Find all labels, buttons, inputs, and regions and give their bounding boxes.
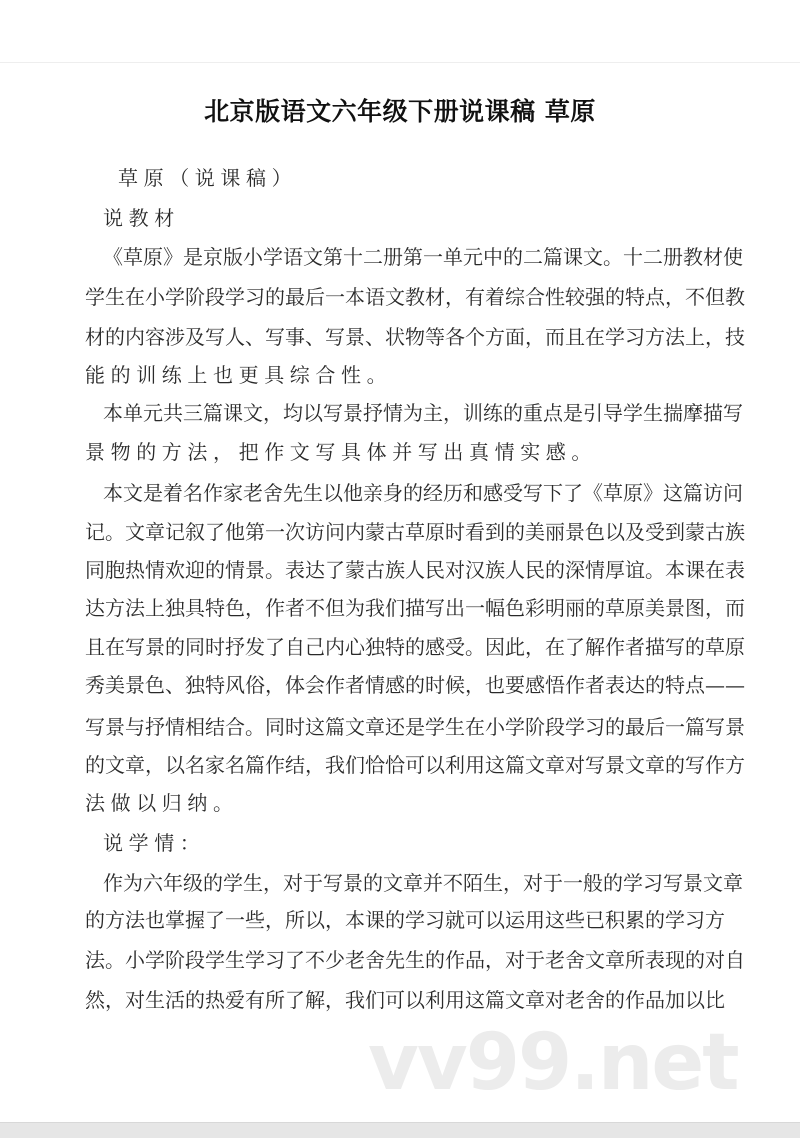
paragraph-line: 法做以归纳。 — [85, 791, 239, 815]
paragraph-line: 能的训练上也更具综合性。 — [85, 363, 393, 387]
page-bottom-edge — [0, 1122, 800, 1138]
section-heading-students: 说学情： — [103, 831, 206, 855]
paragraph-line: 的文章，以名家名篇作结，我们恰恰可以利用这篇文章对写景文章的写作方 — [85, 753, 745, 777]
paragraph-line: 达方法上独具特色，作者不但为我们描写出一幅色彩明丽的草原美景图，而 — [85, 596, 745, 620]
paragraph-line: 景物的方法，把作文写具体并写出真情实感。 — [85, 440, 597, 464]
paragraph-line: 《草原》是京版小学语文第十二册第一单元中的二篇课文。十二册教材使 — [103, 245, 743, 269]
paragraph-line: 记。文章记叙了他第一次访问内蒙古草原时看到的美丽景色以及受到蒙古族 — [85, 520, 745, 544]
paragraph-line: 学生在小学阶段学习的最后一本语文教材，有着综合性较强的特点，不但教 — [85, 285, 745, 309]
paragraph-line: 秀美景色、独特风俗，体会作者情感的时候，也要感悟作者表达的特点—— — [85, 673, 745, 697]
paragraph-line: 材的内容涉及写人、写事、写景、状物等各个方面，而且在学习方法上，技 — [85, 325, 745, 349]
paragraph-line: 的方法也掌握了一些，所以，本课的学习就可以运用这些已积累的学习方 — [85, 908, 725, 932]
paragraph-line: 同胞热情欢迎的情景。表达了蒙古族人民对汉族人民的深情厚谊。本课在表 — [85, 558, 745, 582]
page-top-border — [0, 62, 800, 63]
paragraph-line: 本文是着名作家老舍先生以他亲身的经历和感受写下了《草原》这篇访问 — [103, 481, 743, 505]
paragraph-line: 然，对生活的热爱有所了解，我们可以利用这篇文章对老舍的作品加以比 — [85, 988, 725, 1012]
paragraph-line: 且在写景的同时抒发了自己内心独特的感受。因此，在了解作者描写的草原 — [85, 635, 745, 659]
paragraph-line: 写景与抒情相结合。同时这篇文章还是学生在小学阶段学习的最后一篇写景 — [85, 715, 745, 739]
paragraph-line: 作为六年级的学生，对于写景的文章并不陌生，对于一般的学习写景文章 — [103, 871, 743, 895]
subtitle: 草原（说课稿） — [118, 166, 298, 190]
paragraph-line: 法。小学阶段学生学习了不少老舍先生的作品，对于老舍文章所表现的对自 — [85, 948, 745, 972]
document-title: 北京版语文六年级下册说课稿 草原 — [204, 97, 596, 126]
paragraph-line: 本单元共三篇课文，均以写景抒情为主，训练的重点是引导学生揣摩描写 — [103, 401, 743, 425]
section-heading-material: 说教材 — [103, 206, 180, 230]
watermark: vv99.net — [368, 1018, 738, 1108]
